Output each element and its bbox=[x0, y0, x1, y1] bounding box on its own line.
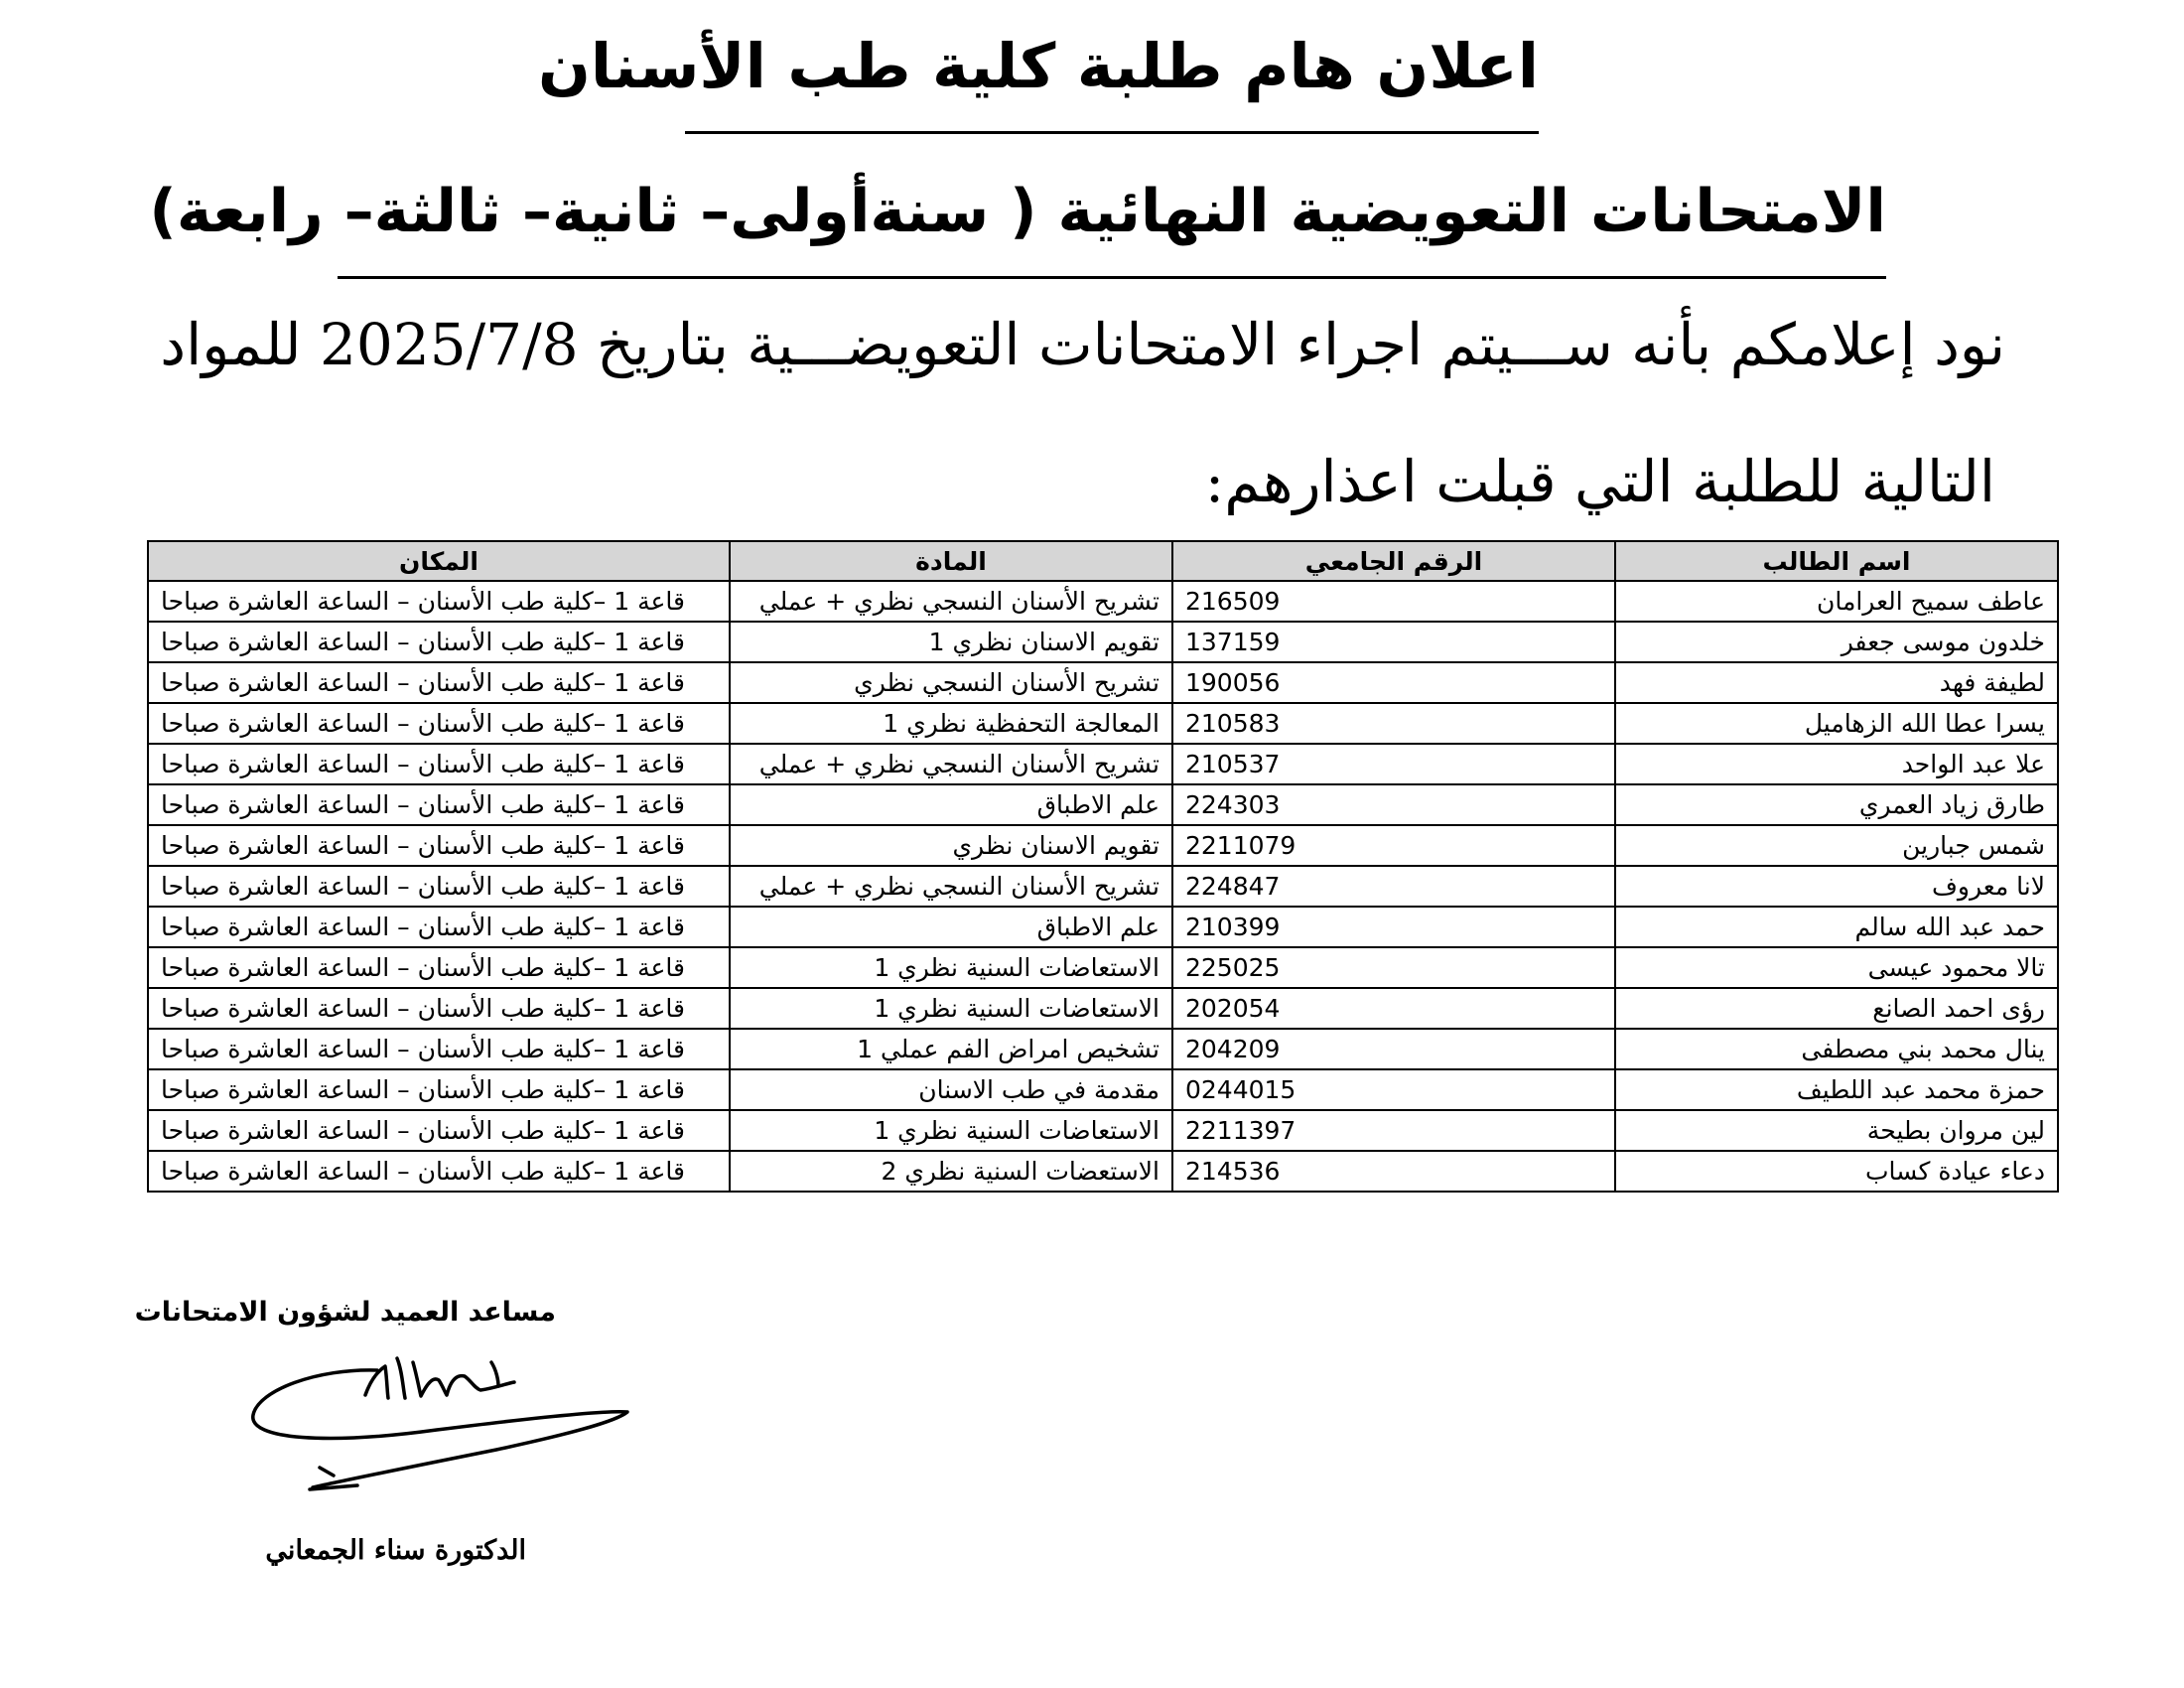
header-subject: المادة bbox=[730, 541, 1172, 581]
cell-university-id: 216509 bbox=[1172, 581, 1615, 622]
cell-student-name: حمد عبد الله سالم bbox=[1615, 907, 2058, 947]
header-place: المكان bbox=[148, 541, 730, 581]
cell-university-id: 2211397 bbox=[1172, 1110, 1615, 1151]
cell-student-name: عاطف سميح العرامان bbox=[1615, 581, 2058, 622]
cell-university-id: 224847 bbox=[1172, 866, 1615, 907]
exam-table bbox=[147, 540, 2059, 1193]
cell-subject: الاستعاضات السنية نظري 1 bbox=[730, 947, 1172, 988]
cell-place: قاعة 1 –كلية طب الأسنان – الساعة العاشرة صباحا bbox=[148, 907, 730, 947]
cell-student-name: علا عبد الواحد bbox=[1615, 744, 2058, 784]
table-row bbox=[148, 784, 2058, 825]
cell-student-name: طارق زياد العمري bbox=[1615, 784, 2058, 825]
cell-place: قاعة 1 –كلية طب الأسنان – الساعة العاشرة صباحا bbox=[148, 784, 730, 825]
cell-place: قاعة 1 –كلية طب الأسنان – الساعة العاشرة صباحا bbox=[148, 703, 730, 744]
cell-university-id: 214536 bbox=[1172, 1151, 1615, 1192]
cell-subject: علم الاطباق bbox=[730, 907, 1172, 947]
cell-subject: تشريح الأسنان النسجي نظري + عملي bbox=[730, 744, 1172, 784]
cell-university-id: 137159 bbox=[1172, 622, 1615, 662]
cell-subject: المعالجة التحفظية نظري 1 bbox=[730, 703, 1172, 744]
cell-place: قاعة 1 –كلية طب الأسنان – الساعة العاشرة صباحا bbox=[148, 825, 730, 866]
table-row bbox=[148, 703, 2058, 744]
table-row bbox=[148, 1029, 2058, 1069]
cell-student-name: لطيفة فهد bbox=[1615, 662, 2058, 703]
cell-university-id: 202054 bbox=[1172, 988, 1615, 1029]
cell-student-name: شمس جبارين bbox=[1615, 825, 2058, 866]
table-row bbox=[148, 1151, 2058, 1192]
table-body bbox=[148, 581, 2058, 1192]
announcement-subtitle: الامتحانات التعويضية النهائية ( سنةأولى– ثانية– ثالثة– رابعة) bbox=[149, 177, 1886, 246]
table-row bbox=[148, 988, 2058, 1029]
cell-subject: تشريح الأسنان النسجي نظري + عملي bbox=[730, 866, 1172, 907]
cell-university-id: 210583 bbox=[1172, 703, 1615, 744]
table-row bbox=[148, 907, 2058, 947]
cell-place: قاعة 1 –كلية طب الأسنان – الساعة العاشرة صباحا bbox=[148, 581, 730, 622]
table-row bbox=[148, 622, 2058, 662]
cell-university-id: 2211079 bbox=[1172, 825, 1615, 866]
cell-subject: الاستعضات السنية نظري 2 bbox=[730, 1151, 1172, 1192]
cell-place: قاعة 1 –كلية طب الأسنان – الساعة العاشرة صباحا bbox=[148, 1151, 730, 1192]
handwritten-signature bbox=[238, 1340, 635, 1509]
table-row bbox=[148, 1110, 2058, 1151]
header-student-name: اسم الطالب bbox=[1615, 541, 2058, 581]
cell-student-name: خلدون موسى جعفر bbox=[1615, 622, 2058, 662]
cell-student-name: لين مروان بطيحة bbox=[1615, 1110, 2058, 1151]
cell-university-id: 204209 bbox=[1172, 1029, 1615, 1069]
cell-university-id: 0244015 bbox=[1172, 1069, 1615, 1110]
table-row bbox=[148, 581, 2058, 622]
cell-subject: مقدمة في طب الاسنان bbox=[730, 1069, 1172, 1110]
cell-subject: علم الاطباق bbox=[730, 784, 1172, 825]
cell-subject: تقويم الاسنان نظري 1 bbox=[730, 622, 1172, 662]
cell-student-name: تالا محمود عيسى bbox=[1615, 947, 2058, 988]
cell-place: قاعة 1 –كلية طب الأسنان – الساعة العاشرة صباحا bbox=[148, 662, 730, 703]
intro-line-2: التالية للطلبة التي قبلت اعذارهم: bbox=[1204, 448, 1995, 515]
header-university-id: الرقم الجامعي bbox=[1172, 541, 1615, 581]
cell-student-name: ينال محمد بني مصطفى bbox=[1615, 1029, 2058, 1069]
table-row bbox=[148, 744, 2058, 784]
cell-place: قاعة 1 –كلية طب الأسنان – الساعة العاشرة صباحا bbox=[148, 947, 730, 988]
cell-university-id: 225025 bbox=[1172, 947, 1615, 988]
cell-university-id: 224303 bbox=[1172, 784, 1615, 825]
cell-university-id: 190056 bbox=[1172, 662, 1615, 703]
cell-university-id: 210537 bbox=[1172, 744, 1615, 784]
table-row bbox=[148, 866, 2058, 907]
table-row bbox=[148, 947, 2058, 988]
cell-university-id: 210399 bbox=[1172, 907, 1615, 947]
cell-student-name: حمزة محمد عبد اللطيف bbox=[1615, 1069, 2058, 1110]
cell-student-name: لانا معروف bbox=[1615, 866, 2058, 907]
cell-place: قاعة 1 –كلية طب الأسنان – الساعة العاشرة صباحا bbox=[148, 988, 730, 1029]
table-header-row bbox=[148, 541, 2058, 581]
table-row bbox=[148, 1069, 2058, 1110]
cell-subject: تشريح الأسنان النسجي نظري bbox=[730, 662, 1172, 703]
cell-student-name: يسرا عطا الله الزهاميل bbox=[1615, 703, 2058, 744]
cell-student-name: رؤى احمد الصانع bbox=[1615, 988, 2058, 1029]
cell-place: قاعة 1 –كلية طب الأسنان – الساعة العاشرة صباحا bbox=[148, 744, 730, 784]
cell-place: قاعة 1 –كلية طب الأسنان – الساعة العاشرة صباحا bbox=[148, 1029, 730, 1069]
cell-student-name: دعاء عيادة كساب bbox=[1615, 1151, 2058, 1192]
signatory-name: الدكتورة سناء الجمعاني bbox=[265, 1535, 526, 1566]
intro-line-1: نود إعلامكم بأنه ســـيتم اجراء الامتحانات التعويضـــية بتاريخ 2025/7/8 للمواد bbox=[160, 311, 2005, 378]
cell-subject: تقويم الاسنان نظري bbox=[730, 825, 1172, 866]
cell-place: قاعة 1 –كلية طب الأسنان – الساعة العاشرة صباحا bbox=[148, 1110, 730, 1151]
cell-place: قاعة 1 –كلية طب الأسنان – الساعة العاشرة صباحا bbox=[148, 1069, 730, 1110]
cell-subject: الاستعاضات السنية نظري 1 bbox=[730, 1110, 1172, 1151]
cell-subject: الاستعاضات السنية نظري 1 bbox=[730, 988, 1172, 1029]
announcement-title: اعلان هام طلبة كلية طب الأسنان bbox=[537, 30, 1539, 102]
cell-place: قاعة 1 –كلية طب الأسنان – الساعة العاشرة صباحا bbox=[148, 622, 730, 662]
cell-subject: تشريح الأسنان النسجي نظري + عملي bbox=[730, 581, 1172, 622]
cell-place: قاعة 1 –كلية طب الأسنان – الساعة العاشرة صباحا bbox=[148, 866, 730, 907]
cell-subject: تشخيص امراض الفم عملي 1 bbox=[730, 1029, 1172, 1069]
table-row bbox=[148, 825, 2058, 866]
subtitle-underline bbox=[338, 276, 1886, 279]
title-underline bbox=[685, 131, 1539, 134]
signatory-title: مساعد العميد لشؤون الامتحانات bbox=[134, 1297, 556, 1328]
table-row bbox=[148, 662, 2058, 703]
